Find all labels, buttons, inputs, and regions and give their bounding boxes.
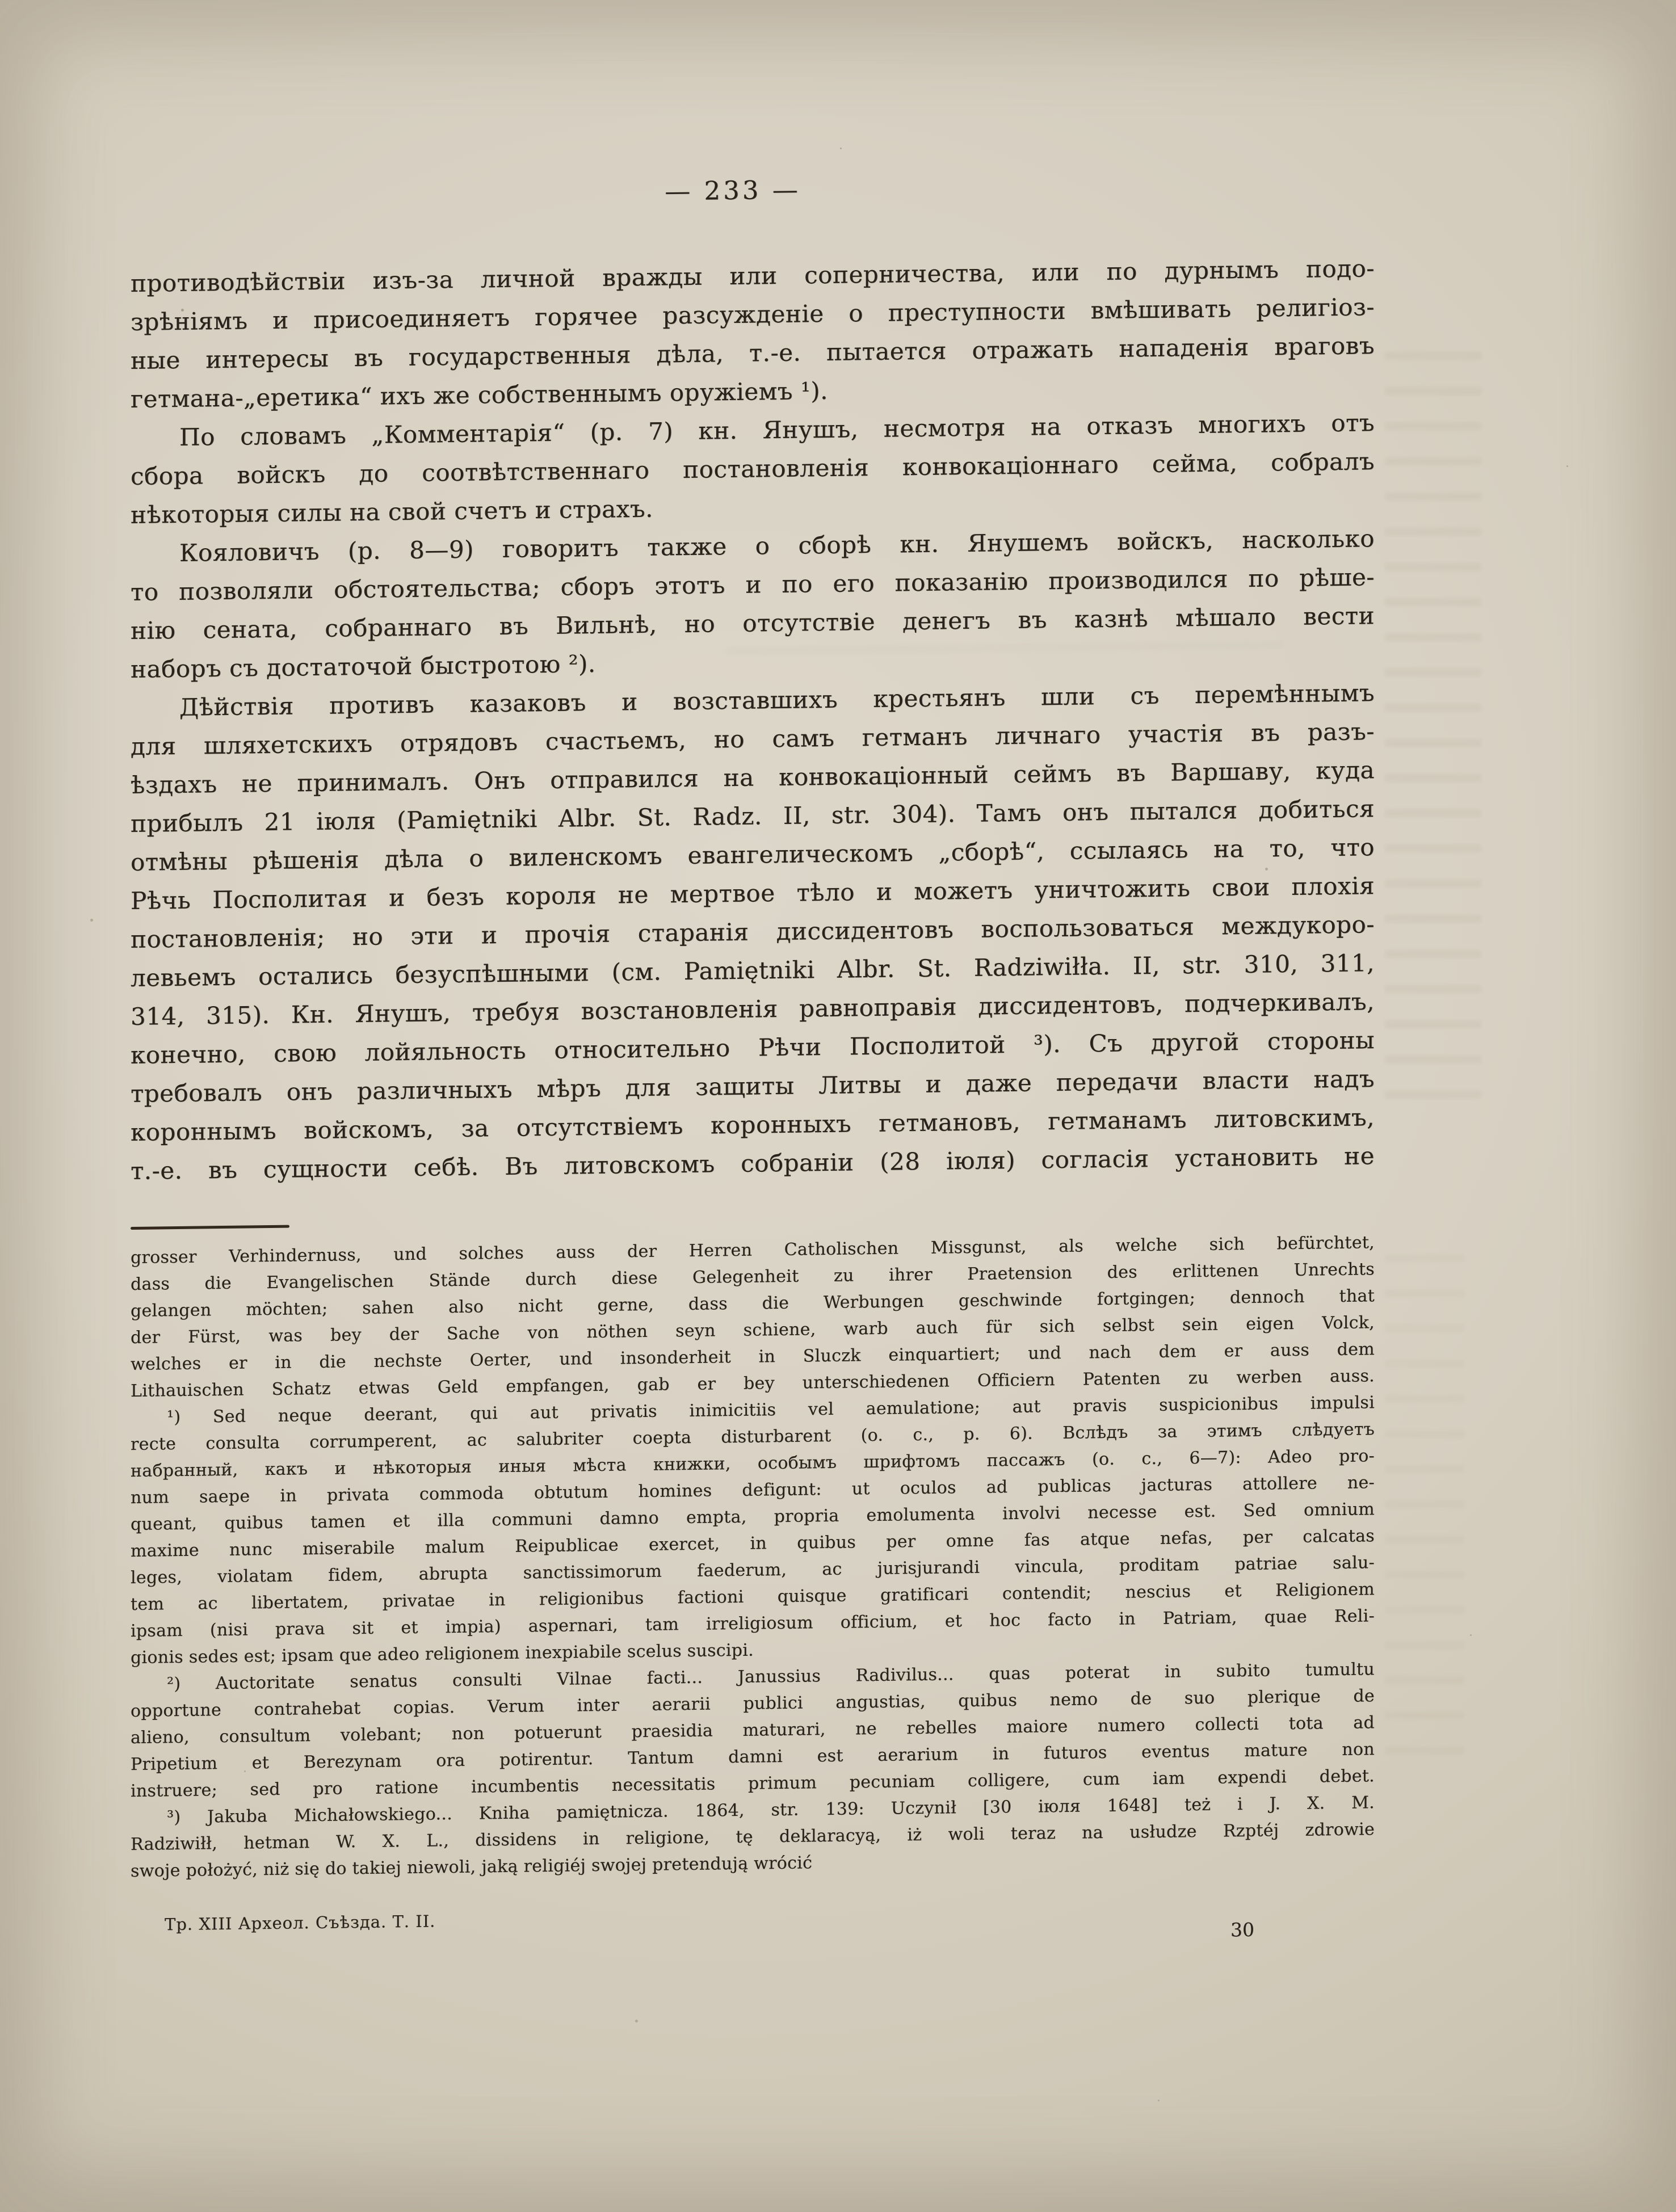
text-line: instruere; sed pro ratione incumbentis necessitatis primum pecuniam colligere, cum iam expendi debet. xyxy=(131,1766,1375,1801)
footnote-block xyxy=(131,1389,1375,1671)
paragraph xyxy=(131,674,1375,1191)
text-line: ные интересы въ государственныя дѣла, т.-е. пытается отражать нападенія враговъ xyxy=(131,331,1375,375)
footnotes xyxy=(131,1229,1375,1885)
text-line: левьемъ остались безуспѣшными (см. Pamiętniki Albr. St. Radziwiłła. II, str. 310, 311, xyxy=(131,949,1375,992)
text-line: то позволяли обстоятельства; сборъ этотъ и по его показанію производился по рѣше- xyxy=(131,563,1375,606)
text-line: противодѣйствіи изъ-за личной вражды или соперничества, или по дурнымъ подо- xyxy=(131,254,1375,297)
text-line: набранный, какъ и нѣкоторыя иныя мѣста книжки, особымъ шрифтомъ пассажъ (о. с., 6—7): Adeo pro- xyxy=(131,1446,1375,1481)
text-line: ¹) Sed neque deerant, qui aut privatis inimicitiis vel aemulatione; aut pravis suspicionibus impulsi xyxy=(167,1393,1375,1428)
text-line: наборъ съ достаточой быстротою ²). xyxy=(131,649,596,683)
text-line: gelangen möchten; sahen also nicht gerne, dass die Werbungen geschwinde fortgingen; dennoch that xyxy=(131,1286,1375,1321)
text-line: короннымъ войскомъ, за отсутствіемъ коронныхъ гетмановъ, гетманамъ литовскимъ, xyxy=(131,1103,1375,1146)
text-line: По словамъ „Комментарія“ (р. 7) кн. Янушъ, несмотря на отказъ многихъ отъ xyxy=(179,409,1375,451)
text-line: ѣздахъ не принималъ. Онъ отправился на конвокаціонный сеймъ въ Варшаву, куда xyxy=(131,756,1375,799)
text-line: сбора войскъ до соотвѣтственнаго постановленія конвокаціоннаго сейма, собралъ xyxy=(131,447,1375,490)
page-content xyxy=(131,167,1375,1954)
footer-sheet-number: 30 xyxy=(1230,1918,1254,1941)
paragraph xyxy=(131,249,1375,419)
text-line: maxime nunc miserabile malum Reipublicae exercet, in quibus per omne fas atque nefas, per calcatas xyxy=(131,1526,1375,1561)
text-line: num saepe in privata commoda obtutum homines defigunt: ut oculos ad publicas jacturas attollere ne- xyxy=(131,1473,1375,1508)
paragraph xyxy=(131,519,1375,689)
text-line: ²) Auctoritate senatus consulti Vilnae facti... Janussius Radivilus... quas poterat in subito tumultu xyxy=(167,1659,1375,1694)
text-line: Дѣйствія противъ казаковъ и возставшихъ крестьянъ шли съ перемѣннымъ xyxy=(179,679,1375,721)
paragraph xyxy=(131,403,1375,535)
text-line: прибылъ 21 іюля (Pamiętniki Albr. St. Radz. II, str. 304). Тамъ онъ пытался добиться xyxy=(131,794,1375,838)
text-line: dass die Evangelischen Stände durch diese Gelegenheit zu ihrer Praetension des erlittenen Unrechts xyxy=(131,1259,1375,1294)
text-line: 314, 315). Кн. Янушъ, требуя возстановленія равноправія диссидентовъ, подчеркивалъ, xyxy=(131,987,1375,1031)
text-line: конечно, свою лойяльность относительно Рѣчи Посполитой ³). Съ другой стороны xyxy=(131,1026,1375,1069)
text-line: Radziwiłł, hetman W. X. L., dissidens in religione, tę deklaracyą, iż woli teraz na usłudze Rzptéj zdrowie xyxy=(131,1819,1375,1854)
main-text xyxy=(131,249,1375,1191)
text-line: der Fürst, was bey der Sache von nöthen seyn schiene, warb auch für sich selbst sein eigen Volck, xyxy=(131,1313,1375,1348)
bleedthrough-smudge xyxy=(1385,352,1481,1118)
text-line: tem ac libertatem, privatae in religionibus factioni quisque gratificari contendit; nescius et Religionem xyxy=(131,1579,1375,1614)
footnote-separator xyxy=(131,1225,289,1230)
bleedthrough-smudge xyxy=(1385,1254,1464,1765)
text-line: постановленія; но эти и прочія старанія диссидентовъ воспользоваться междукоро- xyxy=(131,910,1375,953)
text-line: Рѣчь Посполитая и безъ короля не мертвое тѣло и можетъ уничтожить свои плохія xyxy=(131,872,1375,915)
text-line: opportune contrahebat copias. Verum inter aerarii publici angustias, quibus nemo de suo plerique de xyxy=(131,1686,1375,1721)
text-line: alieno, consultum volebant; non potuerunt praesidia maturari, ne rebelles maiore numero collecti tota ad xyxy=(131,1713,1375,1748)
text-line: grosser Verhindernuss, und solches auss der Herren Catholischen Missgunst, als welche sich befürchtet, xyxy=(131,1233,1375,1268)
footer-volume-label: Тр. XIII Археол. Съѣзда. Т. II. xyxy=(165,1911,436,1935)
text-line: queant, quibus tamen et illa communi damno empta, propria emolumenta involvi necesse est. Sed omnium xyxy=(131,1499,1375,1534)
text-line: нію сената, собраннаго въ Вильнѣ, но отсутствіе денегъ въ казнѣ мѣшало вести xyxy=(131,602,1375,645)
footnote-block xyxy=(131,1789,1375,1885)
text-line: welches er in die nechste Oerter, und insonderheit in Sluczk einquartiert; und nach dem er auss dem xyxy=(131,1339,1375,1374)
footnote-block xyxy=(131,1229,1375,1404)
paper-speck xyxy=(0,0,2,2)
text-line: отмѣны рѣшенія дѣла о виленскомъ евангелическомъ „сборѣ“, ссылаясь на то, что xyxy=(131,833,1375,876)
page-number: — 233 — xyxy=(665,174,801,207)
footnote-block xyxy=(131,1656,1375,1805)
text-line: для шляхетскихъ отрядовъ счастьемъ, но самъ гетманъ личнаго участія въ разъ- xyxy=(131,717,1375,760)
text-line: нѣкоторыя силы на свой счетъ и страхъ. xyxy=(131,494,653,529)
text-line: Pripetium et Berezynam ora potirentur. Tantum damni est aerarium in futuros eventus mature non xyxy=(131,1739,1375,1774)
text-line: зрѣніямъ и присоединяетъ горячее разсужденіе о преступности вмѣшивать религіоз- xyxy=(131,293,1375,336)
text-line: recte consulta corrumperent, ac salubriter coepta disturbarent (o. c., p. 6). Вслѣдъ за этимъ слѣдуетъ xyxy=(131,1419,1375,1454)
text-line: требовалъ онъ различныхъ мѣръ для защиты Литвы и даже передачи власти надъ xyxy=(131,1065,1375,1108)
text-line: leges, violatam fidem, abrupta sanctissimorum faederum, ac jurisjurandi vincula, proditam patriae salu- xyxy=(131,1553,1375,1588)
text-line: гетмана-„еретика“ ихъ же собственнымъ оружіемъ ¹). xyxy=(131,376,828,413)
text-line: ³) Jakuba Michałowskiego... Kniha pamiętnicza. 1864, str. 139: Uczynił [30 іюля 1648] też i J. X. M. xyxy=(167,1793,1375,1828)
text-line: gionis sedes est; ipsam que adeo religionem inexpiabile scelus suscipi. xyxy=(131,1640,754,1668)
text-line: т.-е. въ сущности себѣ. Въ литовскомъ собраніи (28 іюля) согласія установить не xyxy=(131,1142,1375,1185)
text-line: Кояловичъ (р. 8—9) говоритъ также о сборѣ кн. Янушемъ войскъ, насколько xyxy=(179,524,1375,567)
page-footer xyxy=(131,1900,1375,1954)
text-line: swoje położyć, niż się do takiej niewoli, jaką religiéj swojej pretendują wrócić xyxy=(131,1853,813,1881)
text-line: ipsam (nisi prava sit et impia) aspernari, tam irreligiosum officium, et hoc facto in Patriam, quae Reli- xyxy=(131,1606,1375,1641)
text-line: Lithauischen Schatz etwas Geld empfangen, gab er bey unterschiedenen Officiern Patenten zu werben auss. xyxy=(131,1366,1375,1401)
